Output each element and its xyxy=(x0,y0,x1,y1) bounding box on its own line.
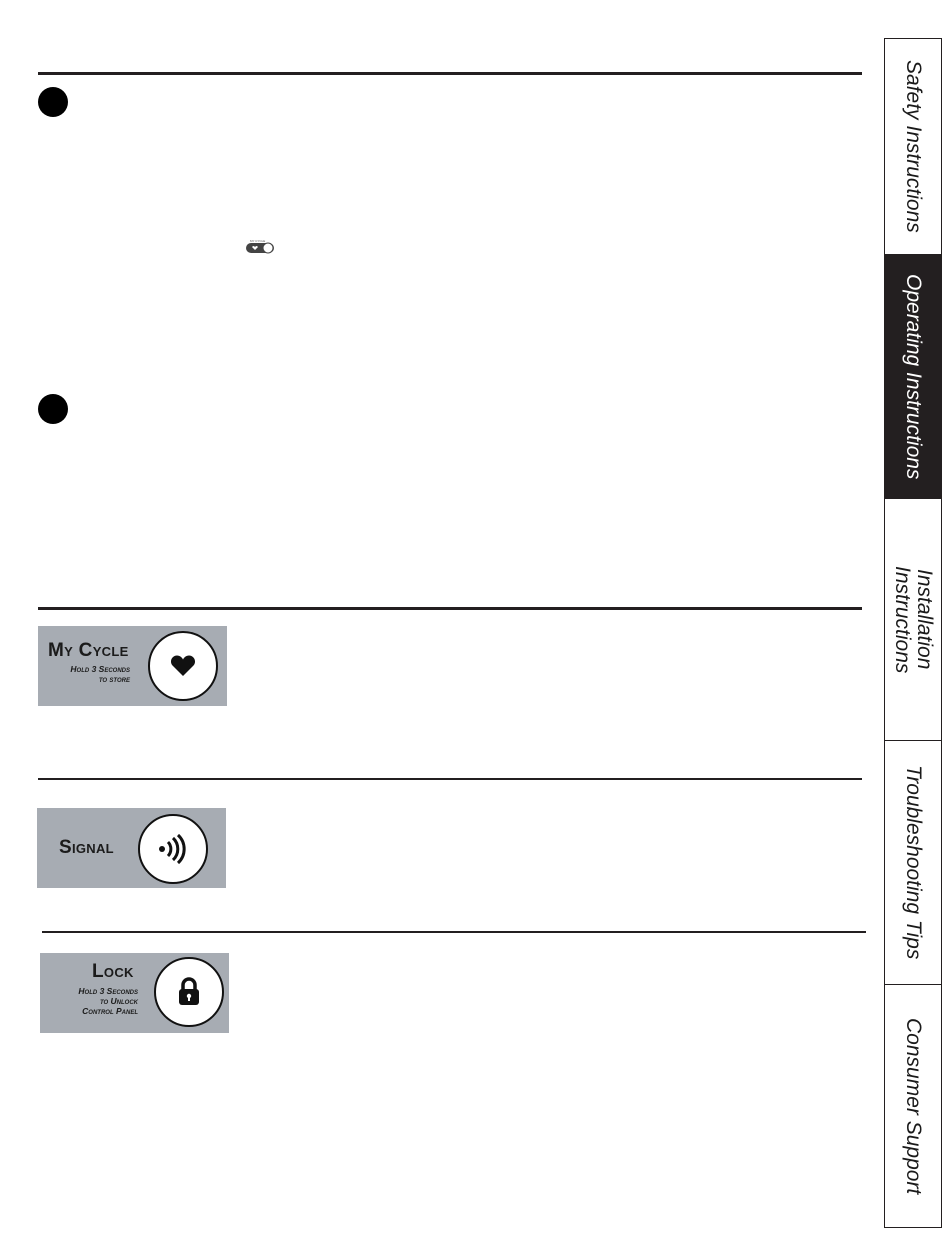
my-cycle-panel xyxy=(38,626,227,706)
section-rule xyxy=(38,607,862,610)
my-cycle-title: My Cycle xyxy=(48,640,129,661)
tab-troubleshooting-tips[interactable]: Troubleshooting Tips xyxy=(885,741,941,985)
tab-consumer-support[interactable]: Consumer Support xyxy=(902,1017,925,1195)
lock-title: Lock xyxy=(92,961,134,982)
signal-icon xyxy=(156,834,190,864)
divider-2 xyxy=(42,931,866,933)
heart-icon xyxy=(170,654,196,678)
bullet-2 xyxy=(38,394,68,424)
signal-panel xyxy=(37,808,226,888)
bullet-1 xyxy=(38,87,68,117)
lock-panel xyxy=(40,953,229,1033)
section-tabs xyxy=(884,38,942,1228)
signal-button[interactable] xyxy=(138,814,208,884)
tab-operating-instructions[interactable]: Operating Instructions xyxy=(885,255,941,499)
lock-button[interactable] xyxy=(154,957,224,1027)
signal-title: Signal xyxy=(59,837,114,858)
my-cycle-mini-icon xyxy=(246,238,274,254)
my-cycle-button[interactable] xyxy=(148,631,218,701)
lock-icon xyxy=(177,977,201,1007)
divider-1 xyxy=(38,778,862,780)
tab-installation-instructions[interactable]: Installation Instructions xyxy=(885,499,941,741)
tab-safety-instructions[interactable]: Safety Instructions xyxy=(885,39,941,255)
lock-subtitle: Hold 3 Seconds to Unlock Control Panel xyxy=(78,986,138,1016)
my-cycle-subtitle: Hold 3 Seconds to store xyxy=(70,664,130,684)
top-rule xyxy=(38,72,862,75)
svg-text:MY CYCLE: MY CYCLE xyxy=(250,239,266,243)
